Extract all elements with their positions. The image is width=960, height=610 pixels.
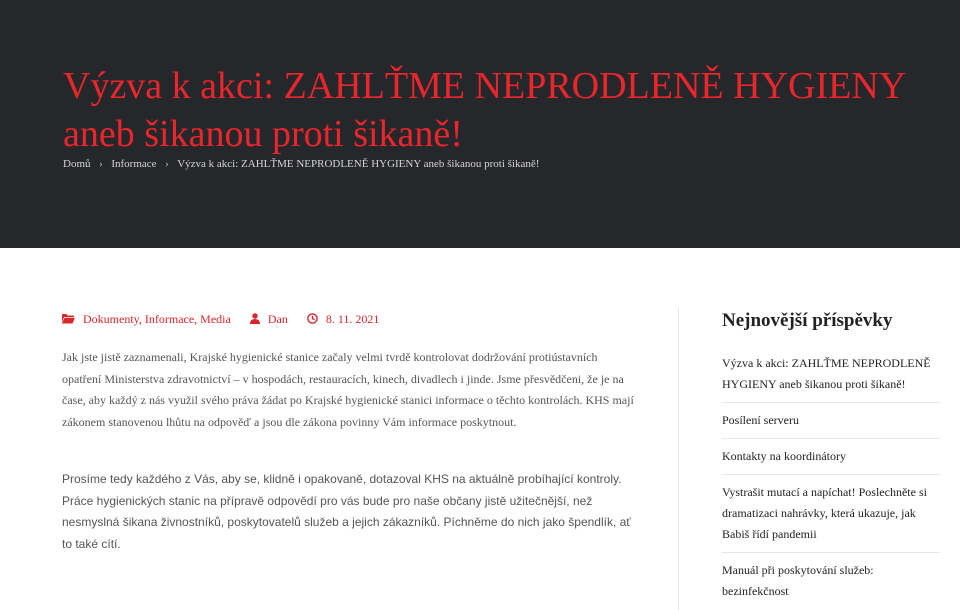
recent-post-link[interactable]: Vystrašit mutací a napíchat! Poslechněte si dramatizaci nahrávky, která ukazuje, jak Babiš řídí pandemii [722,485,927,541]
breadcrumb-category[interactable]: Informace [111,158,157,170]
chevron-right-icon: › [99,159,103,170]
post-paragraph-2: Prosíme tedy každého z Vás, aby se, klidně i opakovaně, dotazoval KHS na aktuálně probíhající kontroly. Práce hygienických stanic na přípravě odpovědí pro vás bude pro naše občany jistě užitečnější, než nesmyslná šikana živnostníků, poskytovatelů služeb a jejich zákazníků. Píchněme do nich jako špendlík, ať to také cítí. [62,472,631,551]
recent-post-link[interactable]: Manuál při poskytování služeb: bezinfekčnost [722,563,874,598]
recent-post-item [722,439,940,475]
recent-post-link[interactable]: Kontakty na koordinátory [722,449,846,463]
post-author [250,312,288,327]
recent-post-link[interactable]: Posílení serveru [722,413,799,427]
page-title: Výzva k akci: ZAHLŤME NEPRODLENĚ HYGIENY aneb šikanou proti šikaně! [63,65,905,155]
chevron-right-icon: › [165,159,169,170]
recent-post-item [722,475,940,553]
recent-posts-list [722,353,940,609]
recent-post-item [722,353,940,403]
author-link[interactable]: Dan [267,312,288,326]
date-link[interactable]: 8. 11. 2021 [325,312,380,326]
categories-links[interactable]: Dokumenty, Informace, Media [83,312,231,326]
recent-post-item [722,553,940,609]
recent-post-item [722,403,940,439]
breadcrumb-home[interactable]: Domů [63,158,91,170]
user-icon [250,313,260,324]
folder-open-icon [62,313,75,324]
recent-post-link[interactable]: Výzva k akci: ZAHLŤME NEPRODLENĚ HYGIENY aneb šikanou proti šikaně! [722,356,931,391]
breadcrumb-current: Výzva k akci: ZAHLŤME NEPRODLENĚ HYGIENY aneb šikanou proti šikaně! [177,158,540,170]
post-paragraph-1: Jak jste jistě zaznamenali, Krajské hygienické stanice začaly velmi tvrdě kontrolovat dodržování protiústavních opatření Ministerstva zdravotnictví – v hospodách, restauracích, kinech, divadlech i jinde. Jsme přesvědčeni, že je na čase, aby každý z nás využil svého práva žádat po Krajské hygienické stanici informace o těchto kontrolách. KHS mají zákonem stanovenou lhůtu na odpověď a jsou dle zákona povinny Vám informace poskytnout. [62,350,634,429]
sidebar-title: Nejnovější příspěvky [722,310,893,331]
page-header [0,0,960,248]
sidebar-divider [678,308,679,610]
breadcrumb [63,158,539,170]
post-date [307,312,380,327]
post-categories [62,312,231,327]
post-meta [62,312,395,327]
clock-icon [307,313,318,324]
